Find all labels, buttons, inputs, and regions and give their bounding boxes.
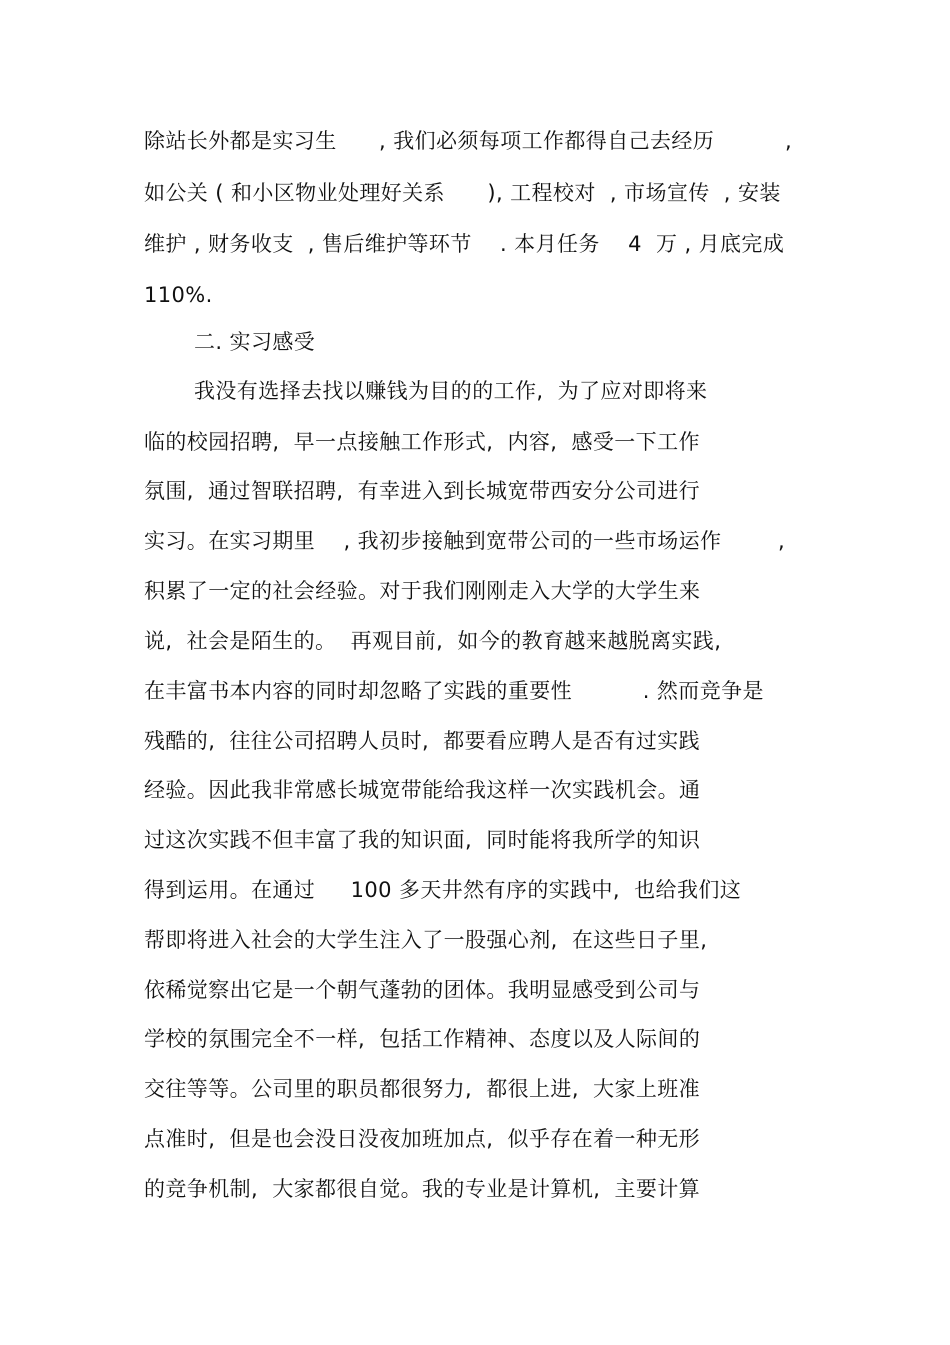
text-line: 110%. (144, 283, 213, 307)
text-line: 的竞争机制, 大家都很自觉。我的专业是计算机, 主要计算 (144, 1177, 701, 1201)
text-line: 得到运用。在通过 100 多天井然有序的实践中, 也给我们这 (144, 878, 742, 902)
text-line: 过这次实践不但丰富了我的知识面, 同时能将我所学的知识 (144, 828, 701, 852)
text-line: 如公关 ( 和小区物业处理好关系 ), 工程校对 , 市场宣传 , 安装 (144, 181, 781, 205)
text-line: 点准时, 但是也会没日没夜加班加点, 似乎存在着一种无形 (144, 1127, 701, 1151)
text-line: 在丰富书本内容的同时却忽略了实践的重要性 . 然而竞争是 (144, 679, 764, 703)
text-line: 学校的氛围完全不一样, 包括工作精神、态度以及人际间的 (144, 1027, 701, 1051)
text-line: 积累了一定的社会经验。对于我们刚刚走入大学的大学生来 (144, 579, 701, 603)
text-line: 实习。在实习期里 , 我初步接触到宽带公司的一些市场运作 , (144, 529, 786, 553)
section-heading: 二. 实习感受 (194, 330, 316, 354)
text-line: 说, 社会是陌生的。 再观目前, 如今的教育越来越脱离实践, (144, 629, 722, 653)
text-line: 帮即将进入社会的大学生注入了一股强心剂, 在这些日子里, (144, 928, 708, 952)
text-line: 我没有选择去找以赚钱为目的的工作, 为了应对即将来 (194, 379, 708, 403)
text-line: 维护 , 财务收支 , 售后维护等环节 . 本月任务 4 万 , 月底完成 (144, 232, 785, 256)
text-line: 依稀觉察出它是一个朝气蓬勃的团体。我明显感受到公司与 (144, 978, 701, 1002)
text-line: 氛围, 通过智联招聘, 有幸进入到长城宽带西安分公司进行 (144, 479, 701, 503)
text-line: 经验。因此我非常感长城宽带能给我这样一次实践机会。通 (144, 778, 701, 802)
text-line: 残酷的, 往往公司招聘人员时, 都要看应聘人是否有过实践 (144, 729, 701, 753)
text-line: 临的校园招聘, 早一点接触工作形式, 内容, 感受一下工作 (144, 430, 700, 454)
text-line: 除站长外都是实习生 , 我们必须每项工作都得自己去经历 , (144, 129, 793, 153)
text-line: 交往等等。公司里的职员都很努力, 都很上进, 大家上班准 (144, 1077, 701, 1101)
